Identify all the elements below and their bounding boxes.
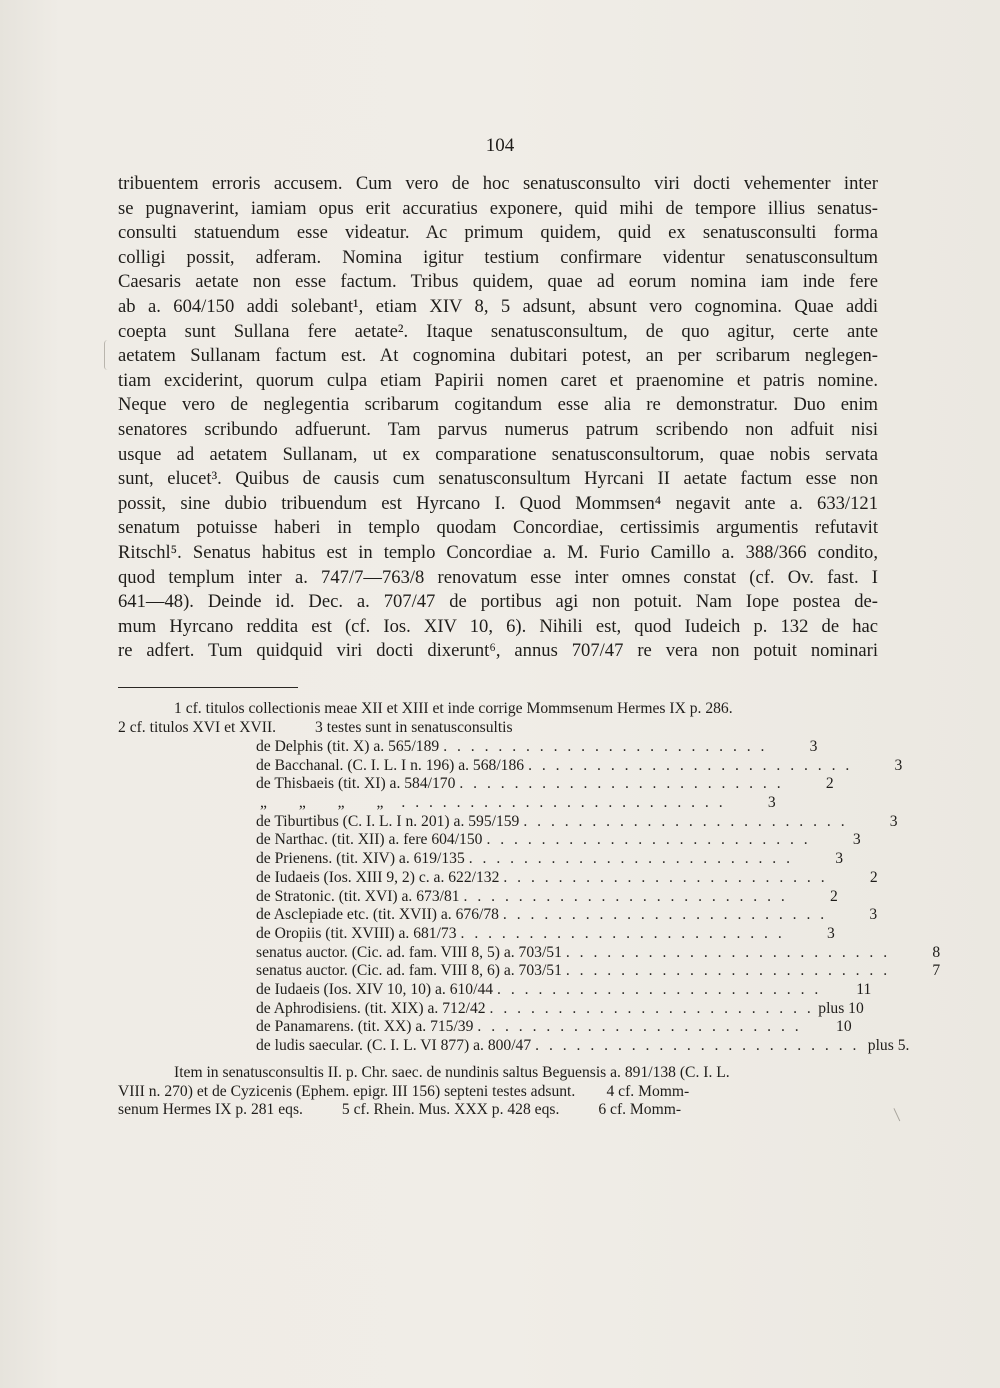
- list-item: [256, 924, 835, 944]
- list-item-count: 10: [836, 1018, 852, 1036]
- list-item-source: de ludis saecular. (C. I. L. VI 877) a. 800/47: [256, 1037, 532, 1054]
- list-item-count: 3: [889, 812, 898, 830]
- list-item-count: 2: [869, 868, 878, 886]
- leader-dots: . . . . . . . . . . . . . . . . . . . . . . . .: [401, 794, 726, 812]
- leader-dots: . . . . . . . . . . . . . . . . . . . . . . . .: [565, 943, 891, 961]
- list-item-source: „ „ „ „: [260, 794, 398, 812]
- list-item-source: de Iudaeis (Ios. XIII 9, 2) c. a. 622/132: [256, 868, 500, 886]
- text-line: possit, sine dubio tribuendum est Hyrcano I. Quod Mommsen⁴ negavit ante a. 633/121: [118, 492, 878, 514]
- leader-dots: . . . . . . . . . . . . . . . . . . . . . . . .: [565, 962, 891, 980]
- list-item-source: de Oropiis (tit. XVIII) a. 681/73: [256, 924, 457, 942]
- text-line: 641—48). Deinde id. Dec. a. 707/47 de portibus agi non potuit. Nam Iope postea de-: [118, 591, 878, 613]
- list-item-source: de Thisbaeis (tit. XI) a. 584/170: [256, 775, 456, 793]
- list-item-count: 2: [825, 775, 834, 793]
- list-item: [256, 794, 776, 813]
- footnote-continuation: [118, 1064, 878, 1120]
- leader-dots: . . . . . . . . . . . . . . . . . . . . . . . .: [502, 906, 828, 924]
- text-line: consulti statuendum esse videatur. Ac primum quidem, quid ex senatusconsulti forma: [118, 222, 878, 244]
- page-number: 104: [485, 135, 515, 156]
- leader-dots: . . . . . . . . . . . . . . . . . . . . . . . .: [489, 999, 814, 1017]
- footnote-line: VIII n. 270) et de Cyzicenis (Ephem. epigr. III 156) septeni testes adsunt. 4 cf. Momm-: [118, 1082, 690, 1100]
- text-line: Ritschl⁵. Senatus habitus est in templo Concordiae a. M. Furio Camillo a. 388/366 condito,: [118, 541, 878, 563]
- list-item-source: de Iudaeis (Ios. XIV 10, 10) a. 610/44: [256, 980, 494, 998]
- list-item-count: 3: [767, 794, 776, 812]
- list-item: [256, 756, 903, 776]
- list-item-source: de Aphrodisiens. (tit. XIX) a. 712/42: [256, 999, 486, 1017]
- leader-dots: . . . . . . . . . . . . . . . . . . . . . . . .: [535, 1037, 860, 1054]
- list-item-count: plus 5.: [867, 1037, 910, 1054]
- list-item: [256, 906, 878, 925]
- list-item-count: 3: [826, 924, 835, 942]
- footnote-line: Item in senatusconsultis II. p. Chr. saec. de nundinis saltus Beguensis a. 891/138 (C. I. L.: [174, 1064, 730, 1081]
- list-item-source: senatus auctor. (Cic. ad. fam. VIII 8, 5) a. 703/51: [256, 943, 562, 961]
- list-item-count: 3: [869, 906, 878, 924]
- text-line: tribuentem erroris accusem. Cum vero de hoc senatusconsulto viri docti vehementer inter: [118, 173, 878, 194]
- text-line: re adfert. Tum quidquid viri docti dixerunt⁶, annus 707/47 re vera non potuit nominari: [118, 640, 878, 662]
- list-item-source: de Asclepiade etc. (tit. XVII) a. 676/78: [256, 906, 499, 924]
- list-item: [256, 999, 864, 1019]
- leader-dots: . . . . . . . . . . . . . . . . . . . . . . . .: [460, 924, 785, 942]
- text-line: se pugnaverint, iamiam opus erit accuratius exponere, quid mihi de tempore illius senatus-: [118, 197, 878, 219]
- list-item-source: de Delphis (tit. X) a. 565/189: [256, 738, 440, 755]
- text-line: aetatem Sullanam factum est. At cognomina dubitari potest, an per scribarum neglegen-: [118, 345, 878, 367]
- text-line: coepta sunt Sullana fere aetate². Itaque senatusconsultum, de quo agitur, certe ante: [118, 320, 878, 342]
- text-line: sunt, elucet³. Quibus de causis cum senatusconsultum Hyrcani II aetate factum esse non: [118, 468, 878, 490]
- list-item: [256, 1037, 910, 1056]
- main-text: [118, 172, 878, 664]
- list-item: [256, 887, 838, 907]
- leader-dots: . . . . . . . . . . . . . . . . . . . . . . . .: [486, 831, 811, 849]
- list-item: [256, 868, 878, 888]
- leader-dots: . . . . . . . . . . . . . . . . . . . . . . . .: [503, 868, 828, 886]
- list-item: [256, 850, 843, 869]
- list-item-source: senatus auctor. (Cic. ad. fam. VIII 8, 6) a. 703/51: [256, 962, 562, 980]
- footnote-1: 1 cf. titulos collectionis meae XII et XIII et inde corrige Mommsenum Hermes IX p. 286.: [174, 700, 733, 717]
- list-item-count: 3: [894, 756, 903, 774]
- list-item-source: de Prienens. (tit. XIV) a. 619/135: [256, 850, 465, 868]
- list-item-count: 3: [852, 831, 861, 849]
- text-line: quod templum inter a. 747/7—763/8 renovatum esse inter omnes constat (cf. Ov. fast. I: [118, 566, 878, 588]
- list-item-source: de Tiburtibus (C. I. L. I n. 201) a. 595/159: [256, 812, 520, 830]
- list-item-count: 11: [856, 980, 872, 998]
- leader-dots: . . . . . . . . . . . . . . . . . . . . . . . .: [497, 980, 822, 998]
- list-item: [256, 980, 872, 1000]
- text-line: ab a. 604/150 addi solebant¹, etiam XIV 8, 5 adsunt, absunt vero cognomina. Quae addi: [118, 295, 878, 317]
- list-item: [256, 943, 941, 963]
- leader-dots: . . . . . . . . . . . . . . . . . . . . . . . .: [523, 812, 848, 830]
- list-item-count: 8: [932, 943, 941, 961]
- footnote-2-3: 2 cf. titulos XVI et XVII. 3 testes sunt in senatusconsultis: [118, 718, 513, 736]
- list-item: [256, 962, 941, 981]
- list-item: [256, 738, 818, 757]
- leader-dots: . . . . . . . . . . . . . . . . . . . . . . . .: [468, 850, 793, 868]
- leader-dots: . . . . . . . . . . . . . . . . . . . . . . . .: [528, 756, 853, 774]
- list-item-source: de Panamarens. (tit. XX) a. 715/39: [256, 1018, 474, 1036]
- list-item-count: 3: [809, 738, 818, 755]
- list-item: [256, 812, 898, 832]
- list-item-source: de Stratonic. (tit. XVI) a. 673/81: [256, 887, 460, 905]
- leader-dots: . . . . . . . . . . . . . . . . . . . . . . . .: [443, 738, 768, 755]
- leader-dots: . . . . . . . . . . . . . . . . . . . . . . . .: [459, 775, 784, 793]
- footnotes: [118, 700, 878, 737]
- text-line: senatum potuisse haberi in templo quodam Concordiae, certissimis argumentis refutavit: [118, 517, 878, 539]
- text-line: senatores scribundo adfuerunt. Tam parvus numerus patrum scribendo non adfuit nisi: [118, 418, 878, 440]
- text-line: usque ad aetatem Sullanam, ut ex comparatione senatusconsultorum, quae nobis servata: [118, 443, 878, 465]
- list-item: [256, 1018, 852, 1037]
- margin-pencil-mark: [893, 1105, 907, 1121]
- list-item: [256, 831, 861, 850]
- list-item-source: de Narthac. (tit. XII) a. fere 604/150: [256, 831, 483, 849]
- list-item-count: 3: [835, 850, 843, 868]
- witness-count-list: [256, 738, 941, 1056]
- text-line: Neque vero de neglegentia scribarum cogitandum esse alia re demonstratur. Duo enim: [118, 394, 878, 416]
- footnote-line: senum Hermes IX p. 281 eqs. 5 cf. Rhein. Mus. XXX p. 428 eqs. 6 cf. Momm-: [118, 1101, 682, 1119]
- list-item-count: 2: [829, 887, 838, 905]
- list-item: [256, 775, 834, 794]
- margin-pencil-mark: [104, 340, 111, 370]
- list-item-count: 7: [932, 962, 941, 980]
- text-line: tiam exciderint, quorum culpa etiam Papirii nomen caret et praenomine et patris nomine.: [118, 369, 878, 391]
- leader-dots: . . . . . . . . . . . . . . . . . . . . . . . .: [477, 1018, 802, 1036]
- text-line: colligi possit, adferam. Nomina igitur testium confirmare videntur senatusconsultum: [118, 246, 878, 268]
- list-item-count: plus 10: [818, 999, 864, 1017]
- footnote-rule: [118, 687, 298, 688]
- text-line: Caesaris aetate non esse factum. Tribus quidem, quae ad eorum nomina iam inde fere: [118, 271, 878, 293]
- list-item-source: de Bacchanal. (C. I. L. I n. 196) a. 568/186: [256, 756, 525, 774]
- leader-dots: . . . . . . . . . . . . . . . . . . . . . . . .: [463, 887, 788, 905]
- text-line: mum Hyrcano reddita est (cf. Ios. XIV 10, 6). Nihili est, quod Iudeich p. 132 de hac: [118, 615, 878, 637]
